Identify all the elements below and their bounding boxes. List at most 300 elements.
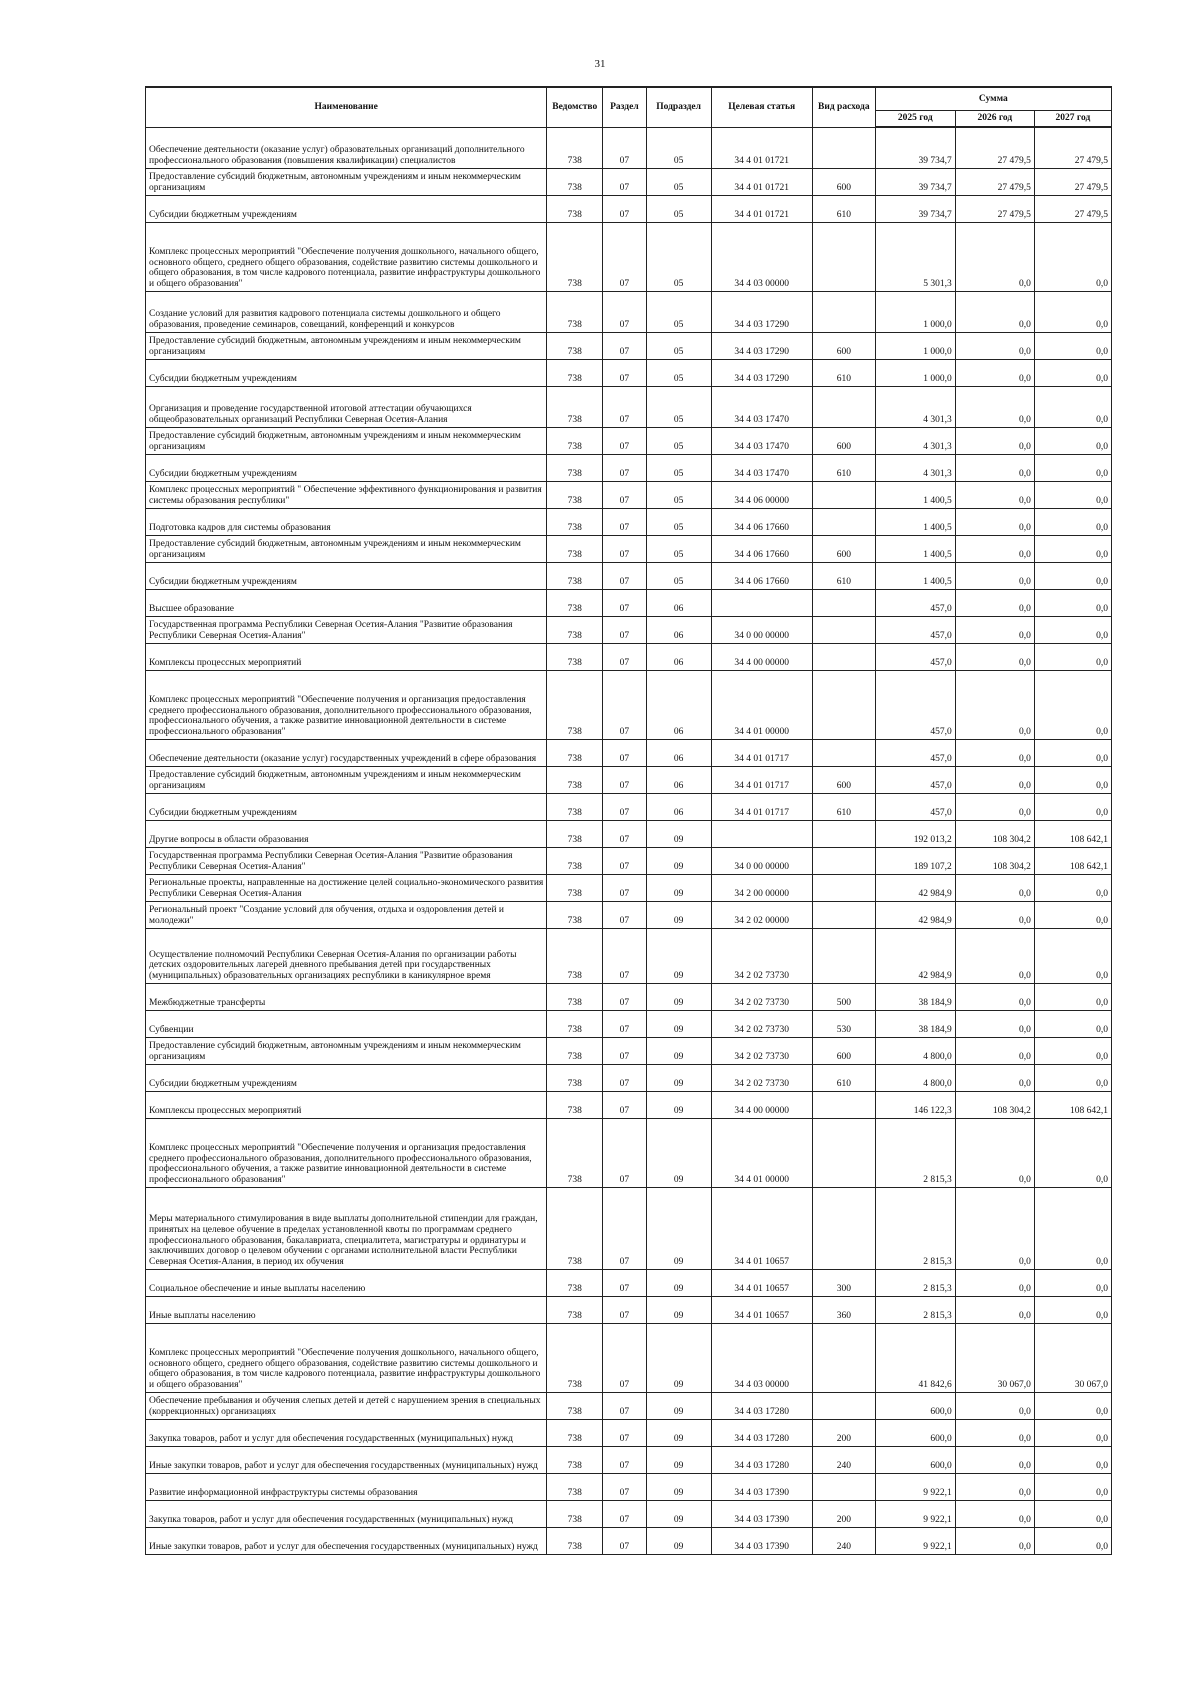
cell-sum-2026: 0,0 <box>955 983 1034 1010</box>
cell-podrazdel: 06 <box>646 589 711 616</box>
table-row <box>146 535 1112 562</box>
cell-vedomstvo: 738 <box>547 983 603 1010</box>
cell-vedomstvo: 738 <box>547 195 603 222</box>
cell-vid-rashoda: 610 <box>812 562 875 589</box>
cell-celevaya-statya: 34 2 00 00000 <box>711 874 812 901</box>
cell-sum-2027: 108 642,1 <box>1034 847 1111 874</box>
cell-podrazdel: 05 <box>646 562 711 589</box>
cell-sum-2026: 0,0 <box>955 1500 1034 1527</box>
table-row <box>146 1296 1112 1323</box>
cell-vid-rashoda <box>812 1118 875 1187</box>
cell-sum-2025: 457,0 <box>875 589 955 616</box>
cell-sum-2026: 27 479,5 <box>955 127 1034 168</box>
cell-sum-2025: 457,0 <box>875 739 955 766</box>
cell-razdel: 07 <box>603 127 647 168</box>
cell-vedomstvo: 738 <box>547 562 603 589</box>
table-row <box>146 1269 1112 1296</box>
cell-vedomstvo: 738 <box>547 222 603 291</box>
cell-name: Предоставление субсидий бюджетным, автономным учреждениям и иным некоммерческим организациям <box>146 535 547 562</box>
cell-razdel: 07 <box>603 1446 647 1473</box>
table-row <box>146 168 1112 195</box>
cell-razdel: 07 <box>603 670 647 739</box>
cell-sum-2027: 0,0 <box>1034 332 1111 359</box>
cell-sum-2025: 9 922,1 <box>875 1500 955 1527</box>
cell-vedomstvo: 738 <box>547 1323 603 1392</box>
cell-name: Обеспечение деятельности (оказание услуг) государственных учреждений в сфере образования <box>146 739 547 766</box>
cell-vedomstvo: 738 <box>547 1269 603 1296</box>
table-row <box>146 1037 1112 1064</box>
cell-celevaya-statya: 34 2 02 73730 <box>711 1037 812 1064</box>
cell-sum-2026: 0,0 <box>955 481 1034 508</box>
cell-podrazdel: 06 <box>646 670 711 739</box>
header-year-2027: 2027 год <box>1034 111 1111 128</box>
cell-vid-rashoda <box>812 291 875 332</box>
cell-sum-2027: 0,0 <box>1034 643 1111 670</box>
table-row <box>146 874 1112 901</box>
cell-vid-rashoda: 600 <box>812 1037 875 1064</box>
cell-name: Комплекс процессных мероприятий "Обеспечение получения и организация предоставления среднего профессионального образования, дополнительного профессионального образования, профессионального обучения, а также развитие инновационной деятельности в системе профессионального образования" <box>146 670 547 739</box>
cell-razdel: 07 <box>603 793 647 820</box>
cell-podrazdel: 05 <box>646 454 711 481</box>
cell-celevaya-statya: 34 4 06 00000 <box>711 481 812 508</box>
cell-sum-2027: 0,0 <box>1034 508 1111 535</box>
cell-vid-rashoda <box>812 589 875 616</box>
table-row <box>146 359 1112 386</box>
cell-name: Субсидии бюджетным учреждениям <box>146 793 547 820</box>
cell-vid-rashoda <box>812 1091 875 1118</box>
cell-celevaya-statya: 34 2 02 73730 <box>711 928 812 983</box>
cell-razdel: 07 <box>603 562 647 589</box>
cell-sum-2026: 27 479,5 <box>955 195 1034 222</box>
cell-podrazdel: 09 <box>646 874 711 901</box>
cell-vid-rashoda: 610 <box>812 359 875 386</box>
cell-vedomstvo: 738 <box>547 739 603 766</box>
cell-podrazdel: 09 <box>646 1392 711 1419</box>
table-row <box>146 766 1112 793</box>
cell-vedomstvo: 738 <box>547 291 603 332</box>
cell-vedomstvo: 738 <box>547 1010 603 1037</box>
cell-sum-2026: 0,0 <box>955 508 1034 535</box>
cell-sum-2026: 0,0 <box>955 1269 1034 1296</box>
cell-name: Комплекс процессных мероприятий " Обеспечение эффективного функционирования и развития системы образования республики" <box>146 481 547 508</box>
cell-razdel: 07 <box>603 508 647 535</box>
cell-vid-rashoda: 600 <box>812 332 875 359</box>
cell-razdel: 07 <box>603 643 647 670</box>
table-row <box>146 1091 1112 1118</box>
cell-celevaya-statya <box>711 820 812 847</box>
cell-vid-rashoda <box>812 670 875 739</box>
table-row <box>146 454 1112 481</box>
cell-celevaya-statya: 34 4 03 17290 <box>711 332 812 359</box>
table-header <box>146 87 1112 127</box>
cell-vid-rashoda <box>812 1392 875 1419</box>
cell-vid-rashoda: 610 <box>812 793 875 820</box>
cell-vid-rashoda <box>812 222 875 291</box>
cell-sum-2026: 0,0 <box>955 535 1034 562</box>
cell-vid-rashoda: 530 <box>812 1010 875 1037</box>
cell-sum-2026: 0,0 <box>955 1527 1034 1554</box>
cell-sum-2027: 0,0 <box>1034 291 1111 332</box>
cell-sum-2026: 0,0 <box>955 359 1034 386</box>
cell-sum-2025: 38 184,9 <box>875 1010 955 1037</box>
cell-podrazdel: 09 <box>646 1323 711 1392</box>
cell-name: Комплекс процессных мероприятий "Обеспечение получения дошкольного, начального общего, основного общего, среднего общего образования, содействие развитию системы дошкольного и общего образования, в том числе кадрового потенциала, развитие инфраструктуры дошкольного и общего образования" <box>146 1323 547 1392</box>
header-summa: Сумма <box>875 87 1111 111</box>
cell-vedomstvo: 738 <box>547 766 603 793</box>
cell-vedomstvo: 738 <box>547 535 603 562</box>
cell-name: Государственная программа Республики Северная Осетия-Алания "Развитие образования Республики Северная Осетия-Алания" <box>146 847 547 874</box>
cell-sum-2027: 0,0 <box>1034 1118 1111 1187</box>
cell-sum-2027: 0,0 <box>1034 928 1111 983</box>
cell-sum-2027: 0,0 <box>1034 427 1111 454</box>
cell-sum-2027: 0,0 <box>1034 535 1111 562</box>
table-row <box>146 847 1112 874</box>
cell-celevaya-statya: 34 4 01 01717 <box>711 766 812 793</box>
cell-sum-2025: 1 000,0 <box>875 359 955 386</box>
cell-sum-2027: 27 479,5 <box>1034 195 1111 222</box>
cell-podrazdel: 09 <box>646 1446 711 1473</box>
cell-sum-2025: 4 301,3 <box>875 386 955 427</box>
table-row <box>146 222 1112 291</box>
cell-vid-rashoda: 610 <box>812 195 875 222</box>
cell-vid-rashoda: 600 <box>812 168 875 195</box>
cell-vedomstvo: 738 <box>547 1500 603 1527</box>
cell-podrazdel: 09 <box>646 1296 711 1323</box>
cell-podrazdel: 09 <box>646 1037 711 1064</box>
cell-vid-rashoda: 600 <box>812 427 875 454</box>
cell-sum-2025: 457,0 <box>875 643 955 670</box>
cell-name: Высшее образование <box>146 589 547 616</box>
cell-podrazdel: 05 <box>646 427 711 454</box>
cell-sum-2026: 30 067,0 <box>955 1323 1034 1392</box>
cell-vedomstvo: 738 <box>547 847 603 874</box>
cell-podrazdel: 09 <box>646 1527 711 1554</box>
cell-celevaya-statya: 34 4 03 17390 <box>711 1473 812 1500</box>
cell-celevaya-statya: 34 4 03 17290 <box>711 359 812 386</box>
cell-razdel: 07 <box>603 1064 647 1091</box>
cell-vid-rashoda <box>812 481 875 508</box>
cell-razdel: 07 <box>603 481 647 508</box>
cell-name: Предоставление субсидий бюджетным, автономным учреждениям и иным некоммерческим организациям <box>146 427 547 454</box>
cell-sum-2026: 0,0 <box>955 1473 1034 1500</box>
table-row <box>146 820 1112 847</box>
cell-vid-rashoda <box>812 874 875 901</box>
cell-celevaya-statya: 34 4 06 17660 <box>711 535 812 562</box>
cell-celevaya-statya <box>711 589 812 616</box>
cell-celevaya-statya: 34 4 01 01721 <box>711 127 812 168</box>
cell-sum-2025: 1 400,5 <box>875 562 955 589</box>
cell-sum-2025: 2 815,3 <box>875 1187 955 1269</box>
cell-sum-2026: 0,0 <box>955 222 1034 291</box>
cell-razdel: 07 <box>603 1296 647 1323</box>
cell-sum-2027: 0,0 <box>1034 793 1111 820</box>
cell-celevaya-statya: 34 4 03 17280 <box>711 1419 812 1446</box>
cell-sum-2026: 0,0 <box>955 1419 1034 1446</box>
cell-sum-2027: 27 479,5 <box>1034 168 1111 195</box>
cell-razdel: 07 <box>603 332 647 359</box>
cell-vid-rashoda <box>812 127 875 168</box>
cell-sum-2027: 0,0 <box>1034 589 1111 616</box>
cell-vedomstvo: 738 <box>547 332 603 359</box>
cell-name: Социальное обеспечение и иные выплаты населению <box>146 1269 547 1296</box>
cell-name: Обеспечение деятельности (оказание услуг) образовательных организаций дополнительного профессионального образования (повышения квалификации) специалистов <box>146 127 547 168</box>
cell-sum-2025: 39 734,7 <box>875 168 955 195</box>
budget-table <box>145 86 1112 1555</box>
table-row <box>146 562 1112 589</box>
header-podrazdel: Подраздел <box>646 87 711 127</box>
table-row <box>146 481 1112 508</box>
cell-name: Субсидии бюджетным учреждениям <box>146 1064 547 1091</box>
cell-podrazdel: 05 <box>646 508 711 535</box>
cell-sum-2026: 108 304,2 <box>955 847 1034 874</box>
cell-vid-rashoda: 600 <box>812 766 875 793</box>
cell-sum-2026: 0,0 <box>955 793 1034 820</box>
cell-podrazdel: 06 <box>646 616 711 643</box>
cell-vedomstvo: 738 <box>547 1392 603 1419</box>
header-celevaya-statya: Целевая статья <box>711 87 812 127</box>
cell-vedomstvo: 738 <box>547 793 603 820</box>
cell-vedomstvo: 738 <box>547 481 603 508</box>
cell-vid-rashoda: 300 <box>812 1269 875 1296</box>
cell-vid-rashoda <box>812 928 875 983</box>
cell-sum-2025: 5 301,3 <box>875 222 955 291</box>
table-row <box>146 127 1112 168</box>
cell-sum-2027: 0,0 <box>1034 1392 1111 1419</box>
cell-sum-2026: 0,0 <box>955 589 1034 616</box>
cell-vedomstvo: 738 <box>547 1419 603 1446</box>
table-row <box>146 1500 1112 1527</box>
cell-vedomstvo: 738 <box>547 1064 603 1091</box>
cell-celevaya-statya: 34 4 01 10657 <box>711 1187 812 1269</box>
cell-sum-2027: 0,0 <box>1034 359 1111 386</box>
cell-sum-2025: 146 122,3 <box>875 1091 955 1118</box>
table-row <box>146 793 1112 820</box>
cell-sum-2025: 4 800,0 <box>875 1064 955 1091</box>
cell-name: Иные закупки товаров, работ и услуг для обеспечения государственных (муниципальных) нужд <box>146 1446 547 1473</box>
cell-sum-2025: 42 984,9 <box>875 901 955 928</box>
cell-razdel: 07 <box>603 386 647 427</box>
cell-vedomstvo: 738 <box>547 1187 603 1269</box>
cell-vid-rashoda <box>812 820 875 847</box>
cell-sum-2025: 39 734,7 <box>875 127 955 168</box>
cell-vid-rashoda <box>812 739 875 766</box>
cell-sum-2026: 0,0 <box>955 643 1034 670</box>
cell-sum-2027: 108 642,1 <box>1034 820 1111 847</box>
cell-vid-rashoda: 200 <box>812 1419 875 1446</box>
cell-celevaya-statya: 34 4 06 17660 <box>711 562 812 589</box>
cell-name: Субсидии бюджетным учреждениям <box>146 359 547 386</box>
cell-name: Региональный проект "Создание условий для обучения, отдыха и оздоровления детей и молодежи" <box>146 901 547 928</box>
cell-sum-2025: 4 301,3 <box>875 427 955 454</box>
cell-name: Комплекс процессных мероприятий "Обеспечение получения дошкольного, начального общего, основного общего, среднего общего образования, содействие развитию системы дошкольного и общего образования, в том числе кадрового потенциала, развитие инфраструктуры дошкольного и общего образования" <box>146 222 547 291</box>
cell-razdel: 07 <box>603 901 647 928</box>
cell-podrazdel: 09 <box>646 1419 711 1446</box>
cell-name: Развитие информационной инфраструктуры системы образования <box>146 1473 547 1500</box>
cell-sum-2026: 0,0 <box>955 427 1034 454</box>
cell-podrazdel: 09 <box>646 1118 711 1187</box>
cell-vid-rashoda <box>812 616 875 643</box>
cell-razdel: 07 <box>603 168 647 195</box>
cell-name: Осуществление полномочий Республики Северная Осетия-Алания по организации работы детских оздоровительных лагерей дневного пребывания детей при государственных (муниципальных) образовательных организациях республики в каникулярное время <box>146 928 547 983</box>
cell-vedomstvo: 738 <box>547 1527 603 1554</box>
cell-sum-2025: 1 400,5 <box>875 535 955 562</box>
cell-celevaya-statya: 34 4 03 17470 <box>711 454 812 481</box>
cell-sum-2026: 0,0 <box>955 670 1034 739</box>
cell-celevaya-statya: 34 4 01 01721 <box>711 195 812 222</box>
cell-sum-2025: 9 922,1 <box>875 1527 955 1554</box>
cell-sum-2027: 0,0 <box>1034 1527 1111 1554</box>
cell-podrazdel: 09 <box>646 1473 711 1500</box>
cell-name: Субвенции <box>146 1010 547 1037</box>
cell-sum-2025: 42 984,9 <box>875 928 955 983</box>
cell-sum-2027: 0,0 <box>1034 1446 1111 1473</box>
cell-name: Обеспечение пребывания и обучения слепых детей и детей с нарушением зрения в специальных (коррекционных) организациях <box>146 1392 547 1419</box>
cell-razdel: 07 <box>603 928 647 983</box>
cell-name: Иные выплаты населению <box>146 1296 547 1323</box>
cell-podrazdel: 05 <box>646 291 711 332</box>
cell-celevaya-statya: 34 4 01 01717 <box>711 739 812 766</box>
cell-vid-rashoda <box>812 1187 875 1269</box>
cell-podrazdel: 09 <box>646 983 711 1010</box>
cell-razdel: 07 <box>603 359 647 386</box>
cell-vid-rashoda <box>812 1473 875 1500</box>
cell-sum-2026: 0,0 <box>955 1064 1034 1091</box>
cell-vid-rashoda: 240 <box>812 1527 875 1554</box>
header-name: Наименование <box>146 87 547 127</box>
table-row <box>146 508 1112 535</box>
cell-celevaya-statya: 34 4 00 00000 <box>711 1091 812 1118</box>
page-number: 31 <box>594 58 606 70</box>
cell-sum-2027: 0,0 <box>1034 1010 1111 1037</box>
table-row <box>146 1010 1112 1037</box>
cell-sum-2025: 600,0 <box>875 1392 955 1419</box>
cell-razdel: 07 <box>603 222 647 291</box>
cell-vedomstvo: 738 <box>547 616 603 643</box>
cell-razdel: 07 <box>603 427 647 454</box>
cell-sum-2027: 0,0 <box>1034 616 1111 643</box>
cell-sum-2025: 457,0 <box>875 670 955 739</box>
cell-sum-2027: 0,0 <box>1034 1037 1111 1064</box>
cell-vedomstvo: 738 <box>547 1118 603 1187</box>
cell-sum-2026: 108 304,2 <box>955 1091 1034 1118</box>
cell-sum-2025: 1 400,5 <box>875 481 955 508</box>
cell-name: Государственная программа Республики Северная Осетия-Алания "Развитие образования Республики Северная Осетия-Алания" <box>146 616 547 643</box>
cell-celevaya-statya: 34 4 03 17280 <box>711 1446 812 1473</box>
cell-name: Иные закупки товаров, работ и услуг для обеспечения государственных (муниципальных) нужд <box>146 1527 547 1554</box>
cell-sum-2025: 2 815,3 <box>875 1269 955 1296</box>
cell-sum-2025: 41 842,6 <box>875 1323 955 1392</box>
table-row <box>146 1323 1112 1392</box>
cell-sum-2026: 0,0 <box>955 291 1034 332</box>
cell-razdel: 07 <box>603 847 647 874</box>
cell-vid-rashoda: 600 <box>812 535 875 562</box>
cell-sum-2026: 0,0 <box>955 616 1034 643</box>
cell-sum-2027: 0,0 <box>1034 1419 1111 1446</box>
cell-razdel: 07 <box>603 616 647 643</box>
cell-name: Подготовка кадров для системы образования <box>146 508 547 535</box>
cell-sum-2025: 9 922,1 <box>875 1473 955 1500</box>
cell-razdel: 07 <box>603 1473 647 1500</box>
cell-sum-2025: 192 013,2 <box>875 820 955 847</box>
cell-podrazdel: 05 <box>646 127 711 168</box>
cell-sum-2026: 0,0 <box>955 332 1034 359</box>
cell-celevaya-statya: 34 4 03 00000 <box>711 1323 812 1392</box>
cell-vid-rashoda: 610 <box>812 1064 875 1091</box>
cell-podrazdel: 06 <box>646 793 711 820</box>
cell-sum-2026: 0,0 <box>955 1392 1034 1419</box>
cell-vedomstvo: 738 <box>547 1296 603 1323</box>
cell-sum-2027: 0,0 <box>1034 386 1111 427</box>
cell-podrazdel: 09 <box>646 1269 711 1296</box>
cell-sum-2025: 457,0 <box>875 766 955 793</box>
table-row <box>146 195 1112 222</box>
cell-celevaya-statya: 34 4 01 01717 <box>711 793 812 820</box>
cell-podrazdel: 05 <box>646 222 711 291</box>
cell-podrazdel: 05 <box>646 535 711 562</box>
cell-name: Меры материального стимулирования в виде выплаты дополнительной стипендии для граждан, принятых на целевое обучение в пределах установленной квоты по программам среднего профессионального образования, бакалавриата, специалитета, магистратуры и ординатуры и заключивших договор о целевом обучении с органами исполнительной власти Республики Северная Осетия-Алания, в период их обучения <box>146 1187 547 1269</box>
cell-vid-rashoda <box>812 1323 875 1392</box>
cell-sum-2026: 27 479,5 <box>955 168 1034 195</box>
cell-vedomstvo: 738 <box>547 386 603 427</box>
cell-name: Субсидии бюджетным учреждениям <box>146 562 547 589</box>
cell-sum-2025: 600,0 <box>875 1419 955 1446</box>
cell-razdel: 07 <box>603 1500 647 1527</box>
table-row <box>146 1419 1112 1446</box>
cell-vid-rashoda <box>812 386 875 427</box>
cell-name: Предоставление субсидий бюджетным, автономным учреждениям и иным некоммерческим организациям <box>146 766 547 793</box>
cell-celevaya-statya: 34 4 01 01721 <box>711 168 812 195</box>
table-row <box>146 1392 1112 1419</box>
cell-razdel: 07 <box>603 1527 647 1554</box>
cell-vedomstvo: 738 <box>547 508 603 535</box>
cell-name: Другие вопросы в области образования <box>146 820 547 847</box>
cell-vid-rashoda: 240 <box>812 1446 875 1473</box>
cell-razdel: 07 <box>603 1323 647 1392</box>
cell-name: Субсидии бюджетным учреждениям <box>146 195 547 222</box>
cell-sum-2027: 0,0 <box>1034 1296 1111 1323</box>
cell-vedomstvo: 738 <box>547 1037 603 1064</box>
cell-sum-2026: 0,0 <box>955 901 1034 928</box>
cell-vid-rashoda <box>812 901 875 928</box>
cell-sum-2025: 457,0 <box>875 616 955 643</box>
cell-vedomstvo: 738 <box>547 168 603 195</box>
cell-sum-2026: 0,0 <box>955 1446 1034 1473</box>
cell-sum-2025: 42 984,9 <box>875 874 955 901</box>
cell-razdel: 07 <box>603 454 647 481</box>
cell-vid-rashoda <box>812 847 875 874</box>
cell-podrazdel: 05 <box>646 168 711 195</box>
cell-podrazdel: 09 <box>646 1091 711 1118</box>
cell-name: Комплексы процессных мероприятий <box>146 1091 547 1118</box>
cell-razdel: 07 <box>603 820 647 847</box>
cell-sum-2025: 1 000,0 <box>875 291 955 332</box>
cell-sum-2026: 0,0 <box>955 386 1034 427</box>
cell-sum-2027: 0,0 <box>1034 874 1111 901</box>
cell-sum-2027: 0,0 <box>1034 766 1111 793</box>
cell-vedomstvo: 738 <box>547 874 603 901</box>
cell-razdel: 07 <box>603 1037 647 1064</box>
cell-celevaya-statya: 34 4 03 17390 <box>711 1500 812 1527</box>
cell-sum-2026: 0,0 <box>955 1296 1034 1323</box>
cell-celevaya-statya: 34 2 02 73730 <box>711 983 812 1010</box>
cell-celevaya-statya: 34 0 00 00000 <box>711 847 812 874</box>
cell-sum-2025: 600,0 <box>875 1446 955 1473</box>
cell-vedomstvo: 738 <box>547 427 603 454</box>
cell-vedomstvo: 738 <box>547 820 603 847</box>
cell-sum-2025: 1 400,5 <box>875 508 955 535</box>
cell-vedomstvo: 738 <box>547 127 603 168</box>
cell-name: Закупка товаров, работ и услуг для обеспечения государственных (муниципальных) нужд <box>146 1419 547 1446</box>
